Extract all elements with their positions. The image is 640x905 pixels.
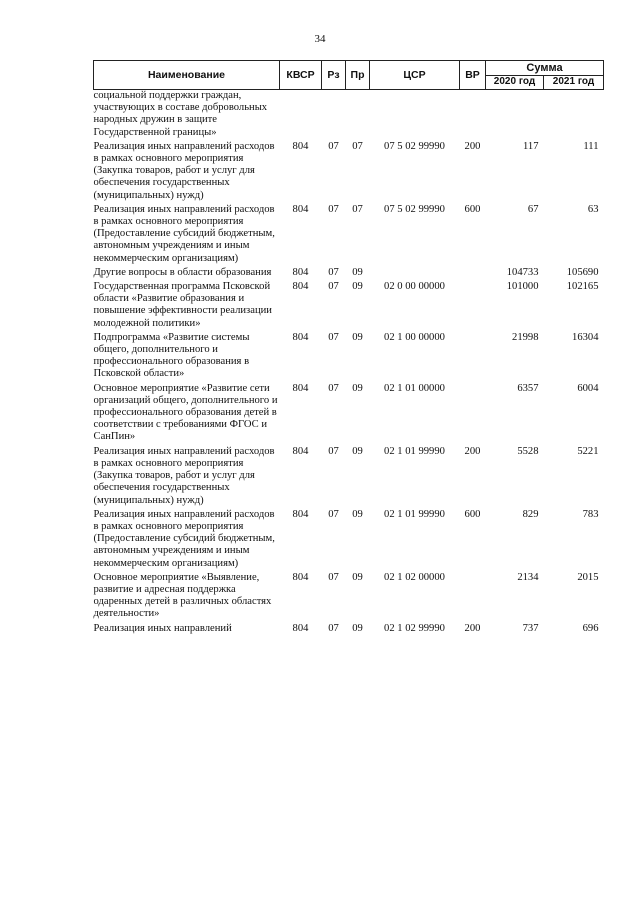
table-row xyxy=(94,381,604,444)
row-name: Реализация иных направлений расходов в рамках основного мероприятия (Закупка товаров, работ и услуг для обеспечения государственных (муниципальных) нужд) xyxy=(93,140,275,201)
row-vr xyxy=(460,330,486,381)
row-rz: 07 xyxy=(328,281,339,293)
table-body xyxy=(94,90,604,635)
row-kvsr: 804 xyxy=(292,266,309,278)
row-vr: 200 xyxy=(464,140,481,152)
row-sum-2021: 102165 xyxy=(566,281,599,293)
row-pr: 09 xyxy=(352,382,363,394)
table-row xyxy=(94,330,604,381)
table-row xyxy=(94,139,604,202)
row-kvsr: 804 xyxy=(292,203,309,215)
row-name: Основное мероприятие «Выявление, развитие и адресная поддержка одаренных детей в различных областях деятельности» xyxy=(93,571,272,620)
row-kvsr xyxy=(280,90,322,139)
row-csr xyxy=(370,90,460,139)
budget-table xyxy=(93,60,604,635)
table-row xyxy=(94,265,604,279)
row-sum-2021: 63 xyxy=(587,203,599,215)
header-year-2021: 2021 год xyxy=(544,75,604,90)
row-sum-2021: 5221 xyxy=(577,445,599,457)
row-name: социальной поддержки граждан, участвующих в составе добровольных народных дружин в защите Государственной границы» xyxy=(93,90,268,138)
row-name: Другие вопросы в области образования xyxy=(93,266,272,278)
table-row xyxy=(94,202,604,265)
row-sum-2020: 6357 xyxy=(517,382,539,394)
row-pr: 09 xyxy=(352,281,363,293)
row-sum-2021: 105690 xyxy=(566,266,599,278)
table-row xyxy=(94,570,604,621)
header-vr: ВР xyxy=(460,61,486,90)
row-csr: 02 1 02 99990 xyxy=(384,622,445,634)
row-name: Государственная программа Псковской области «Развитие образования и повышение эффективности реализации молодежной политики» xyxy=(93,281,272,329)
row-sum-2020: 101000 xyxy=(506,281,539,293)
table-row xyxy=(94,507,604,570)
row-vr xyxy=(460,381,486,444)
row-sum-2020: 5528 xyxy=(517,445,539,457)
row-csr: 02 1 02 00000 xyxy=(384,571,445,583)
header-row xyxy=(94,61,604,76)
row-csr: 02 1 00 00000 xyxy=(384,331,445,343)
row-sum-2021: 6004 xyxy=(577,382,599,394)
table-row xyxy=(94,90,604,139)
row-name: Реализация иных направлений расходов в рамках основного мероприятия (Закупка товаров, работ и услуг для обеспечения государственных (муниципальных) нужд) xyxy=(93,445,275,506)
row-sum-2020: 104733 xyxy=(506,266,539,278)
row-kvsr: 804 xyxy=(292,281,309,293)
row-rz: 07 xyxy=(328,266,339,278)
header-sum: Сумма xyxy=(486,61,604,76)
row-csr: 02 1 01 99990 xyxy=(384,508,445,520)
row-vr xyxy=(460,279,486,330)
header-year-2020: 2020 год xyxy=(486,75,544,90)
row-rz xyxy=(322,90,346,139)
row-vr: 600 xyxy=(464,203,481,215)
row-rz: 07 xyxy=(328,445,339,457)
table-row xyxy=(94,279,604,330)
row-rz: 07 xyxy=(328,140,339,152)
row-rz: 07 xyxy=(328,508,339,520)
row-vr: 200 xyxy=(464,622,481,634)
row-vr xyxy=(460,90,486,139)
row-kvsr: 804 xyxy=(292,382,309,394)
header-name: Наименование xyxy=(94,61,280,90)
row-kvsr: 804 xyxy=(292,331,309,343)
row-sum-2020: 21998 xyxy=(512,331,539,343)
row-csr: 02 1 01 00000 xyxy=(384,382,445,394)
row-sum-2020 xyxy=(486,90,544,139)
row-pr: 09 xyxy=(352,571,363,583)
header-csr: ЦСР xyxy=(370,61,460,90)
row-sum-2020: 2134 xyxy=(517,571,539,583)
page-number: 34 xyxy=(314,33,326,45)
row-rz: 07 xyxy=(328,331,339,343)
row-name: Реализация иных направлений xyxy=(93,622,232,634)
row-name: Реализация иных направлений расходов в рамках основного мероприятия (Предоставление субсидий бюджетным, автономным учреждениям и иным некоммерческим организациям) xyxy=(93,508,275,569)
row-pr: 09 xyxy=(352,622,363,634)
row-sum-2021 xyxy=(544,90,604,139)
row-name: Реализация иных направлений расходов в рамках основного мероприятия (Предоставление субсидий бюджетным, автономным учреждениям и иным некоммерческим организациям) xyxy=(93,203,275,264)
row-pr: 07 xyxy=(352,203,363,215)
row-pr: 09 xyxy=(352,445,363,457)
row-kvsr: 804 xyxy=(292,445,309,457)
row-kvsr: 804 xyxy=(292,508,309,520)
row-vr xyxy=(460,265,486,279)
row-rz: 07 xyxy=(328,571,339,583)
row-rz: 07 xyxy=(328,203,339,215)
row-pr: 07 xyxy=(352,140,363,152)
table-row xyxy=(94,444,604,507)
header-pr: Пр xyxy=(346,61,370,90)
row-sum-2021: 16304 xyxy=(572,331,599,343)
row-pr xyxy=(346,90,370,139)
row-rz: 07 xyxy=(328,622,339,634)
row-rz: 07 xyxy=(328,382,339,394)
row-csr: 07 5 02 99990 xyxy=(384,140,445,152)
row-kvsr: 804 xyxy=(292,571,309,583)
row-sum-2021: 783 xyxy=(582,508,599,520)
row-sum-2021: 2015 xyxy=(577,571,599,583)
row-sum-2020: 67 xyxy=(527,203,539,215)
row-sum-2021: 696 xyxy=(582,622,599,634)
row-pr: 09 xyxy=(352,331,363,343)
row-csr: 07 5 02 99990 xyxy=(384,203,445,215)
row-sum-2020: 117 xyxy=(523,140,539,152)
header-kvsr: КВСР xyxy=(280,61,322,90)
row-csr: 02 1 01 99990 xyxy=(384,445,445,457)
header-rz: Рз xyxy=(322,61,346,90)
row-pr: 09 xyxy=(352,266,363,278)
row-kvsr: 804 xyxy=(292,622,309,634)
row-sum-2021: 111 xyxy=(583,140,599,152)
row-csr xyxy=(370,265,460,279)
row-vr: 200 xyxy=(464,445,481,457)
row-pr: 09 xyxy=(352,508,363,520)
row-name: Основное мероприятие «Развитие сети организаций общего, дополнительного и профессионального образования детей в соответствии с требованиями ФГОС и СанПин» xyxy=(93,382,278,443)
row-vr: 600 xyxy=(464,508,481,520)
row-vr xyxy=(460,570,486,621)
row-sum-2020: 737 xyxy=(522,622,539,634)
row-sum-2020: 829 xyxy=(522,508,539,520)
row-kvsr: 804 xyxy=(292,140,309,152)
row-name: Подпрограмма «Развитие системы общего, дополнительного и профессионального образования в Псковской области» xyxy=(93,331,250,380)
row-csr: 02 0 00 00000 xyxy=(384,281,445,293)
table-row xyxy=(94,621,604,635)
